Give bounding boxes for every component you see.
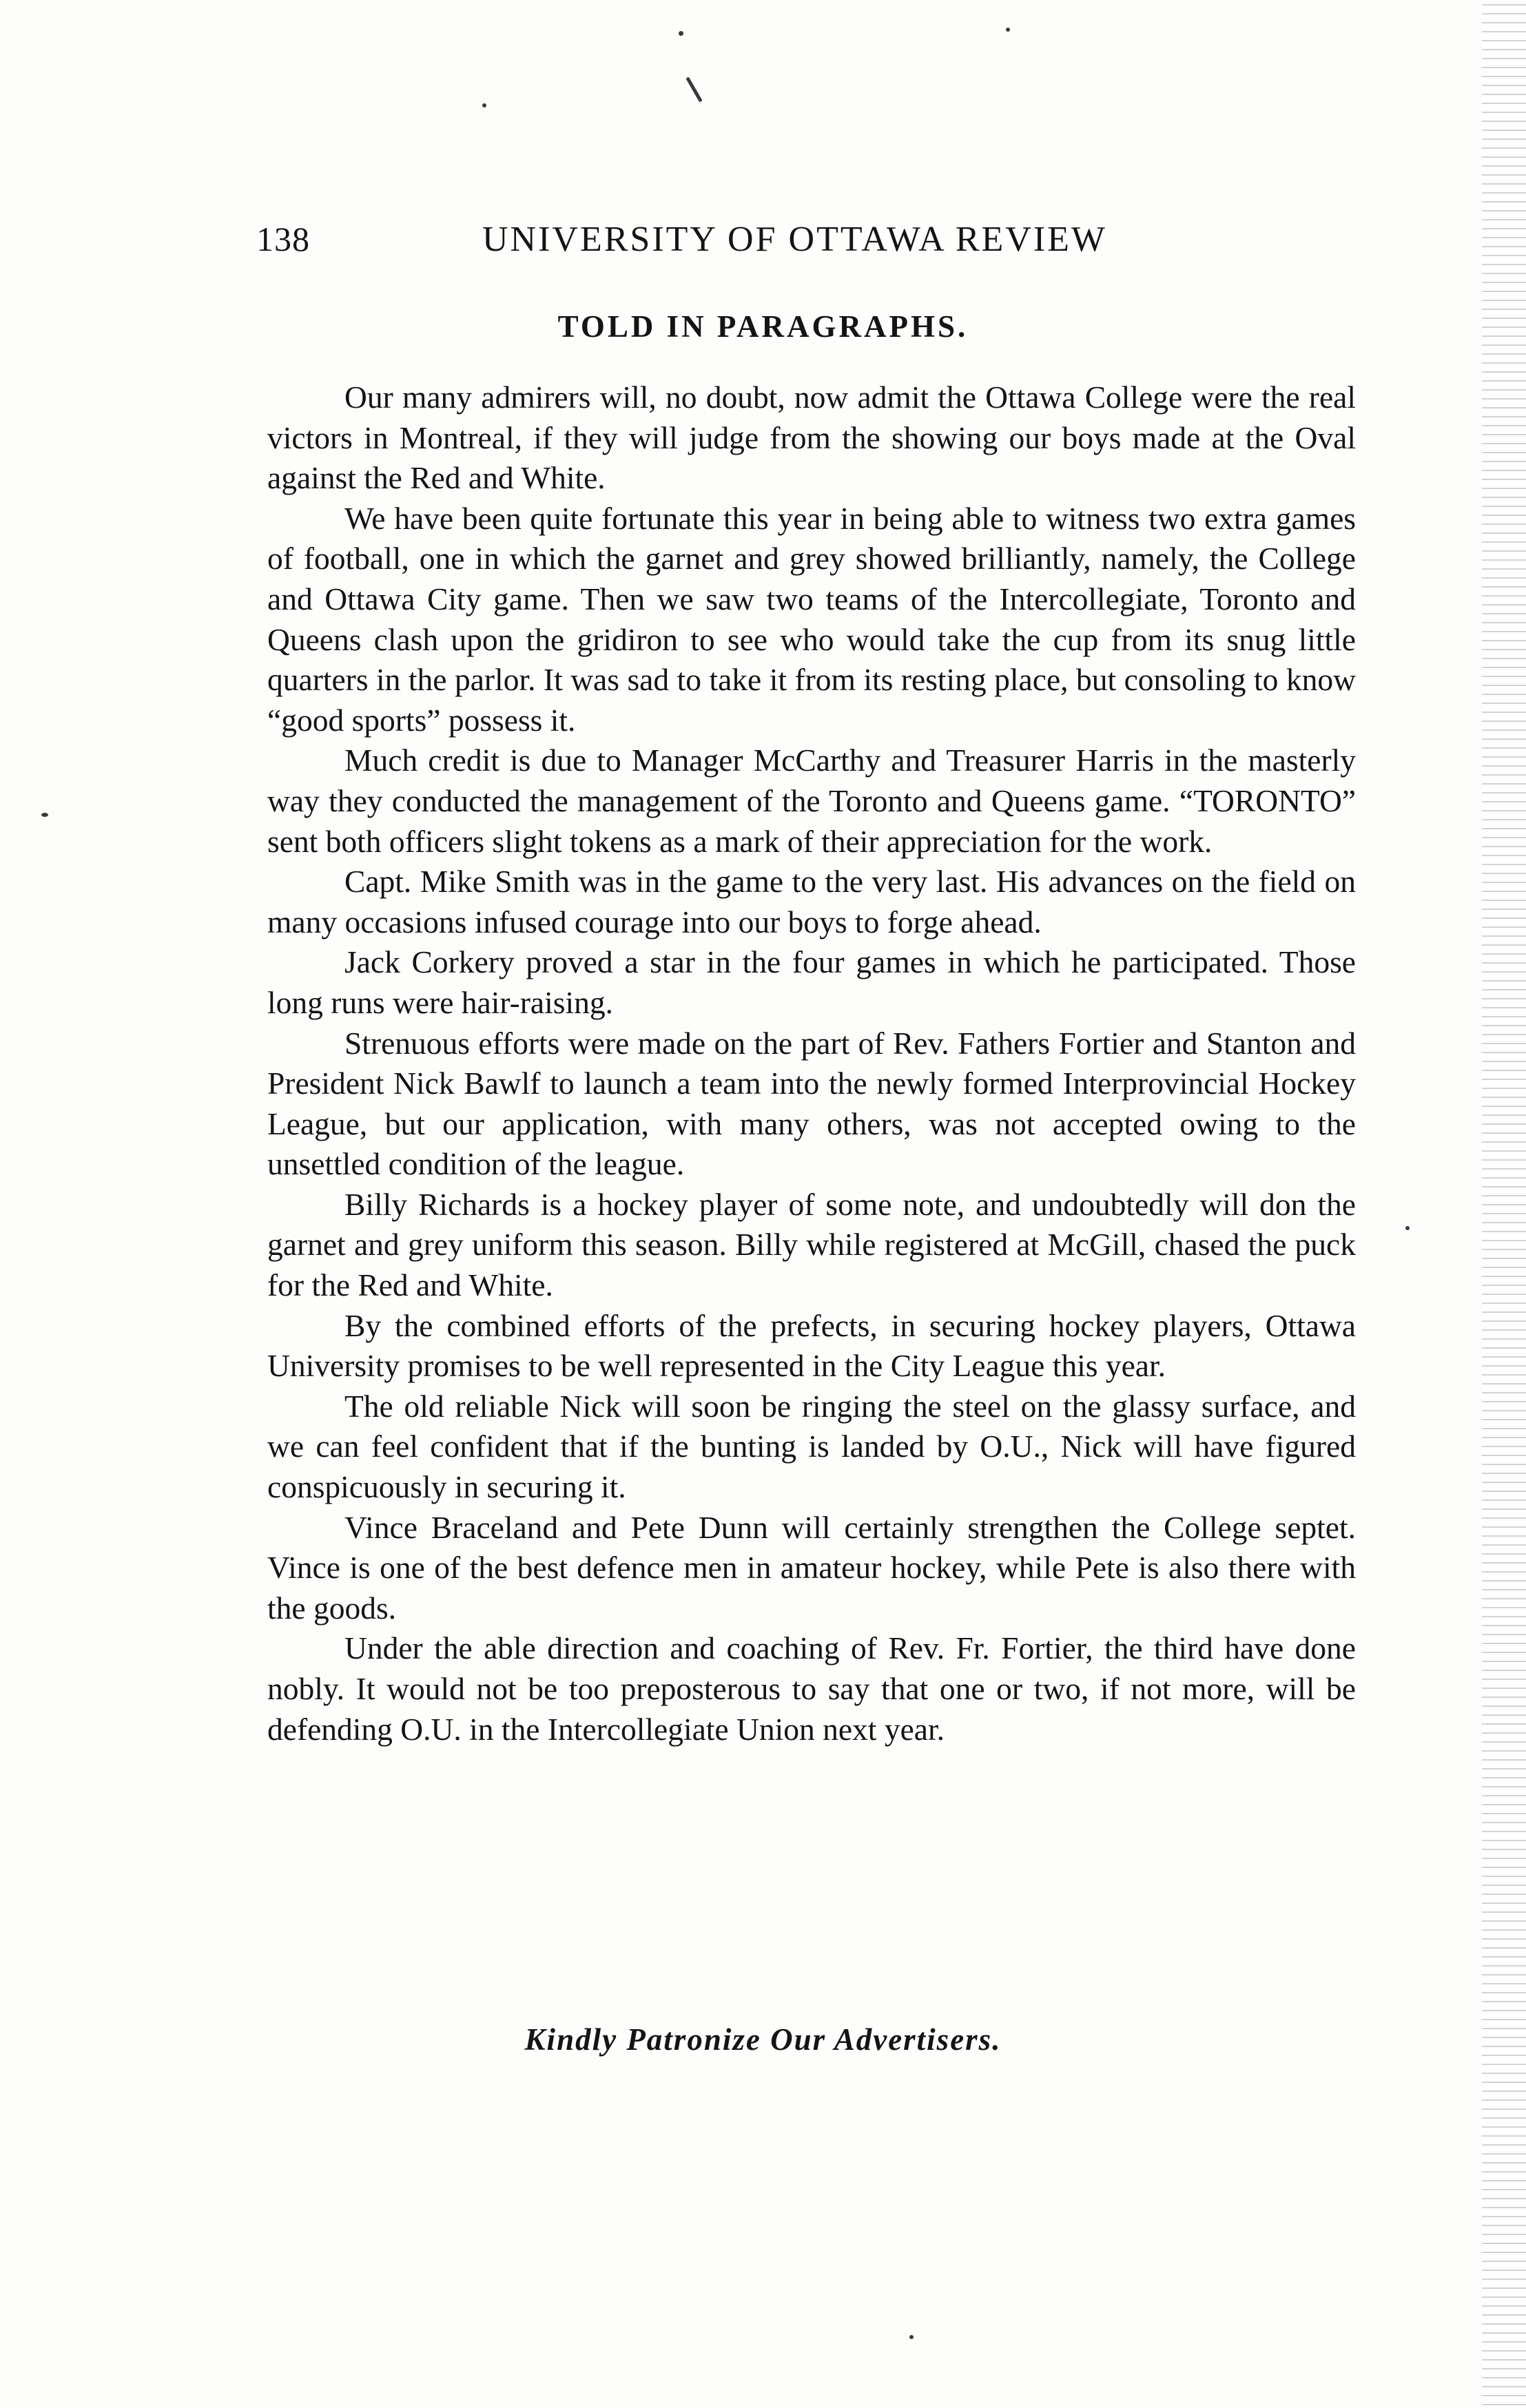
scan-speck — [41, 813, 48, 817]
page-number: 138 — [256, 220, 310, 258]
paragraph: Under the able direction and coaching of Rev. Fr. Fortier, the third have done nobly. It would not be too preposterous to say that one or two, if not more, will be defending O.U. in the Intercollegiate Union next year. — [267, 1630, 1356, 1747]
paragraph: Our many admirers will, no doubt, now admit the Ottawa College were the real victors in Montreal, if they will judge from the showing our boys made at the Oval against the Red and White. — [267, 380, 1356, 496]
paragraph: We have been quite fortunate this year in being able to witness two extra games of football, one in which the garnet and grey showed brilliantly, namely, the College and Ottawa City game. Then we saw two teams of the Intercollegiate, Toronto and Queens clash upon the gridiron to see who would take the cup from its snug little quarters in the parlor. It was sad to take it from its resting place, but consoling to know “good sports” possess it. — [267, 500, 1356, 738]
scan-speck — [1006, 28, 1010, 32]
running-head — [256, 219, 1152, 274]
section-title: TOLD IN PARAGRAPHS. — [557, 309, 969, 344]
paragraph: Much credit is due to Manager McCarthy and Treasurer Harris in the masterly way they conducted the management of the Toronto and Queens game. “TORONTO” sent both officers slight tokens as a mark of their appreciation for the work. — [267, 743, 1356, 859]
journal-title: UNIVERSITY OF OTTAWA REVIEW — [482, 220, 1107, 259]
scan-speck — [679, 31, 683, 36]
advertisers-notice: Kindly Patronize Our Advertisers. — [524, 2022, 1002, 2057]
scan-speck — [482, 103, 486, 107]
article-body — [267, 377, 1356, 1750]
scan-speck — [1405, 1226, 1410, 1230]
paragraph: By the combined efforts of the prefects, in securing hockey players, Ottawa University promises to be well represented in the City League this year. — [267, 1307, 1356, 1384]
paragraph: Capt. Mike Smith was in the game to the very last. His advances on the field on many occasions infused courage into our boys to forge ahead. — [267, 864, 1356, 940]
paragraph: Strenuous efforts were made on the part of Rev. Fathers Fortier and Stanton and President Nick Bawlf to launch a team into the newly formed Interprovincial Hockey League, but our application, with many others, was not accepted owing to the unsettled condition of the league. — [267, 1025, 1356, 1182]
paragraph: The old reliable Nick will soon be ringing the steel on the glassy surface, and we can feel confident that if the bunting is landed by O.U., Nick will have figured conspicuously in securing it. — [267, 1388, 1356, 1505]
scan-speck — [685, 76, 702, 102]
paragraph: Billy Richards is a hockey player of some note, and undoubtedly will don the garnet and grey uniform this season. Billy while registered at McGill, chased the puck for the Red and White. — [267, 1186, 1356, 1303]
paragraph: Jack Corkery proved a star in the four games in which he participated. Those long runs were hair-raising. — [267, 944, 1356, 1020]
scan-speck — [909, 2335, 914, 2339]
paragraph: Vince Braceland and Pete Dunn will certainly strengthen the College septet. Vince is one of the best defence men in amateur hockey, while Pete is also there with the goods. — [267, 1509, 1356, 1626]
